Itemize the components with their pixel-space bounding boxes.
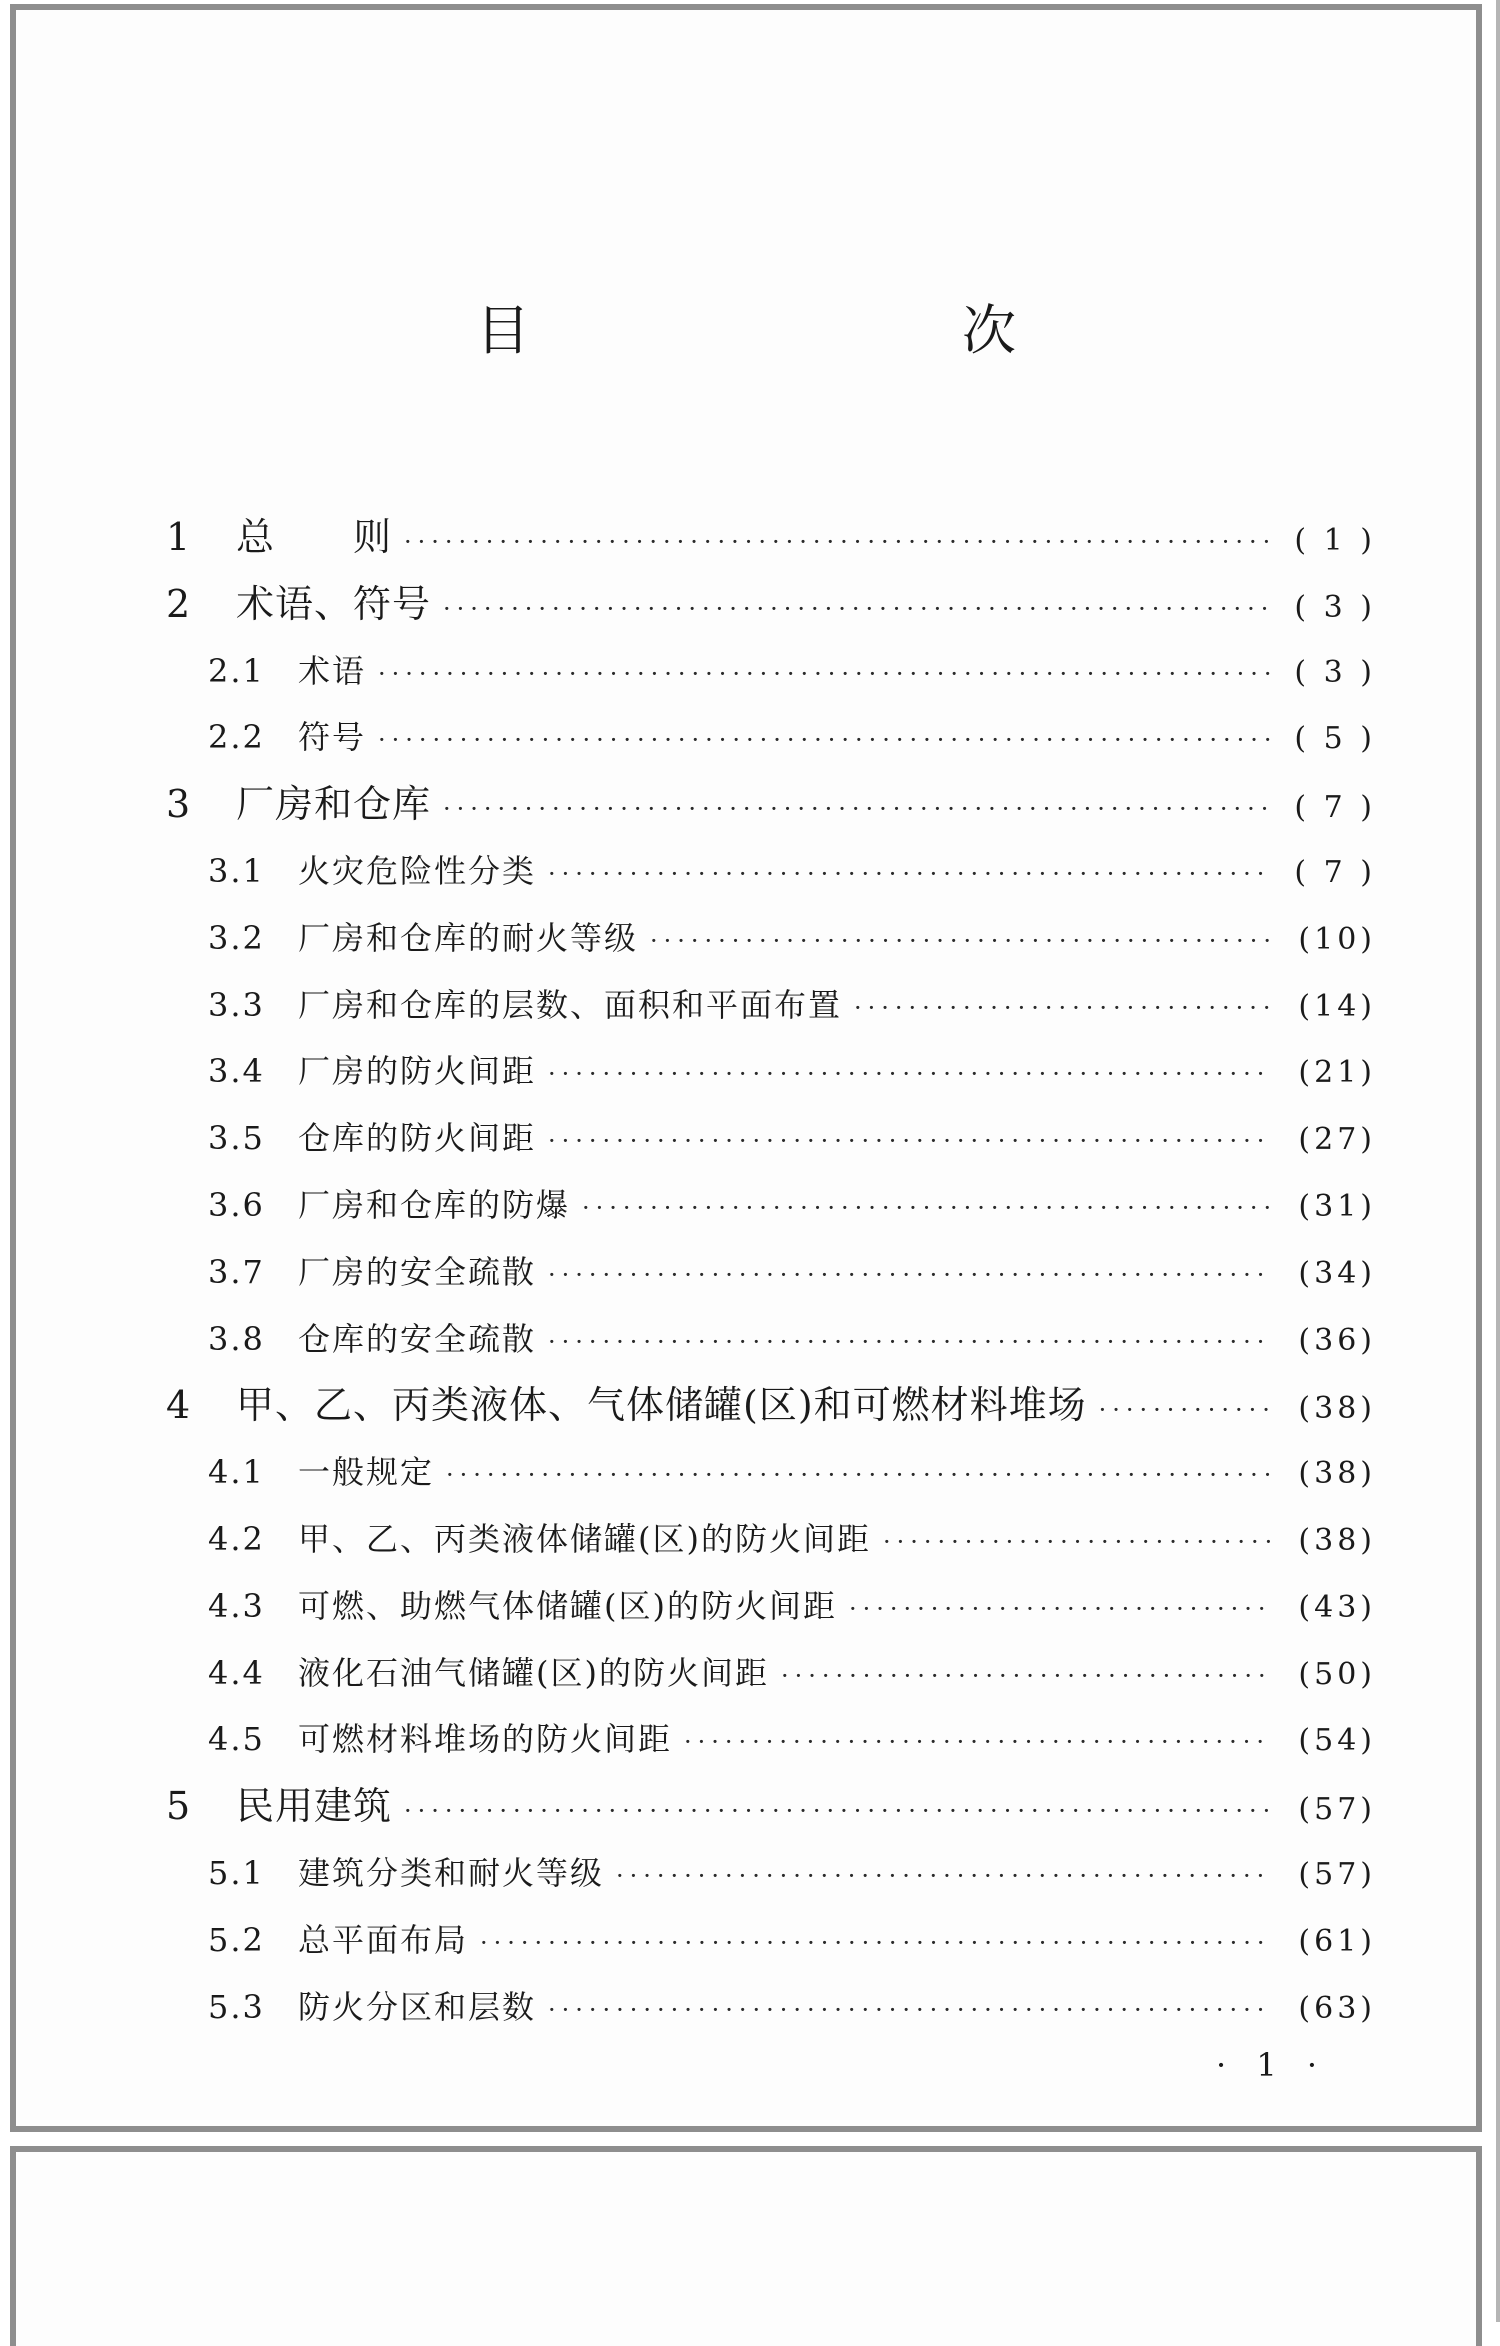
toc-subentry[interactable] xyxy=(166,704,1376,771)
toc-entry-number: 3.4 xyxy=(208,1052,265,1091)
toc-entry-page: (43) xyxy=(1298,1589,1376,1625)
toc-entry-page: (31) xyxy=(1298,1188,1376,1224)
toc-subentry[interactable] xyxy=(166,1640,1376,1707)
toc-entry-title: 厂房和仓库的层数、面积和平面布置 xyxy=(298,985,843,1024)
dot-leader xyxy=(854,975,1272,1042)
dot-leader xyxy=(849,1576,1272,1643)
toc-entry-title: 火灾危险性分类 xyxy=(298,851,537,890)
dot-leader xyxy=(548,1309,1272,1376)
toc-entry-page: (34) xyxy=(1298,1255,1376,1291)
toc-entry-page: (50) xyxy=(1298,1656,1376,1692)
toc-subentry[interactable] xyxy=(166,1840,1376,1907)
dot-leader xyxy=(443,776,1272,843)
toc-subentry[interactable] xyxy=(166,1907,1376,1974)
toc-entry-number: 3.7 xyxy=(208,1252,265,1291)
toc-entry[interactable] xyxy=(166,504,1376,571)
dot-leader xyxy=(1099,1377,1272,1444)
toc-entry-title: 术语 xyxy=(298,651,367,690)
toc-entry-number: 2.1 xyxy=(208,651,265,690)
toc-entry-number: 1 xyxy=(166,515,191,559)
toc-entry-page: (14) xyxy=(1298,988,1376,1024)
document-page[interactable] xyxy=(10,4,1482,2132)
toc-entry-number: 3.3 xyxy=(208,985,265,1024)
toc-entry-title: 一般规定 xyxy=(298,1453,435,1492)
toc-subentry[interactable] xyxy=(166,1573,1376,1640)
toc-entry-title: 厂房的安全疏散 xyxy=(298,1252,537,1291)
dot-leader xyxy=(781,1643,1272,1710)
toc-entry-title: 总 则 xyxy=(236,515,393,559)
toc-entry-page: (57) xyxy=(1298,1856,1376,1892)
toc-entry-page: ( 5 ) xyxy=(1294,721,1376,757)
toc-subentry[interactable] xyxy=(166,638,1376,705)
toc-subentry[interactable] xyxy=(166,1306,1376,1373)
dot-leader xyxy=(480,1910,1272,1977)
toc-entry[interactable] xyxy=(166,771,1376,838)
toc-entry-number: 5.1 xyxy=(208,1853,265,1892)
toc-entry-number: 4.1 xyxy=(208,1453,265,1492)
toc-entry-page: (57) xyxy=(1298,1792,1376,1828)
toc-entry-title: 总平面布局 xyxy=(298,1920,469,1959)
toc-entry-number: 3.6 xyxy=(208,1185,265,1224)
toc-subentry[interactable] xyxy=(166,1974,1376,2041)
toc-entry-number: 3.1 xyxy=(208,851,265,890)
scrollbar-track[interactable] xyxy=(1496,0,1500,2322)
toc-entry[interactable] xyxy=(166,1372,1376,1439)
toc-entry-page: (27) xyxy=(1298,1122,1376,1158)
toc-entry-title: 甲、乙、丙类液体储罐(区)的防火间距 xyxy=(298,1519,871,1558)
toc-entry-page: (61) xyxy=(1298,1923,1376,1959)
toc-entry-title: 建筑分类和耐火等级 xyxy=(298,1853,605,1892)
toc-entry-title: 厂房和仓库的耐火等级 xyxy=(298,918,639,957)
toc-entry-page: (21) xyxy=(1298,1055,1376,1091)
dot-leader xyxy=(548,1242,1272,1309)
toc-entry-title: 液化石油气储罐(区)的防火间距 xyxy=(298,1653,769,1692)
dot-leader xyxy=(883,1509,1272,1576)
toc-entry-number: 5.2 xyxy=(208,1920,265,1959)
toc-entry[interactable] xyxy=(166,1773,1376,1840)
toc-subentry[interactable] xyxy=(166,1105,1376,1172)
toc-subentry[interactable] xyxy=(166,972,1376,1039)
toc-entry-number: 4 xyxy=(166,1383,191,1428)
toc-entry-title: 可燃、助燃气体储罐(区)的防火间距 xyxy=(298,1586,837,1625)
toc-entry-page: (38) xyxy=(1298,1522,1376,1558)
toc-entry-number: 4.5 xyxy=(208,1720,265,1759)
table-of-contents xyxy=(166,504,1376,2040)
toc-subentry[interactable] xyxy=(166,1506,1376,1573)
toc-entry-number: 2.2 xyxy=(208,718,265,757)
toc-entry-title: 甲、乙、丙类液体、气体储罐(区)和可燃材料堆场 xyxy=(236,1383,1087,1428)
toc-entry-title: 符号 xyxy=(298,718,367,757)
toc-entry-page: ( 7 ) xyxy=(1294,854,1376,890)
toc-entry-page: ( 1 ) xyxy=(1294,523,1376,558)
dot-leader xyxy=(404,1778,1272,1845)
toc-entry-title: 民用建筑 xyxy=(236,1784,393,1829)
toc-subentry[interactable] xyxy=(166,1239,1376,1306)
dot-leader xyxy=(616,1843,1272,1910)
toc-entry-number: 4.4 xyxy=(208,1653,265,1692)
toc-entry-title: 仓库的安全疏散 xyxy=(298,1319,537,1358)
toc-entry-page: ( 3 ) xyxy=(1294,654,1376,690)
toc-entry-page: (38) xyxy=(1298,1391,1376,1427)
page-title: 目 次 xyxy=(476,299,1124,362)
toc-subentry[interactable] xyxy=(166,1439,1376,1506)
toc-entry-title: 厂房的防火间距 xyxy=(298,1052,537,1091)
toc-entry-page: ( 7 ) xyxy=(1294,790,1376,826)
toc-entry-page: ( 3 ) xyxy=(1294,589,1376,625)
toc-entry-title: 可燃材料堆场的防火间距 xyxy=(298,1720,673,1759)
toc-subentry[interactable] xyxy=(166,1038,1376,1105)
dot-leader xyxy=(378,707,1272,774)
toc-entry-title: 防火分区和层数 xyxy=(298,1987,537,2026)
toc-entry[interactable] xyxy=(166,571,1376,638)
next-page[interactable] xyxy=(10,2146,1482,2346)
toc-entry-number: 2 xyxy=(166,581,191,626)
dot-leader xyxy=(446,1442,1272,1509)
toc-entry-number: 4.3 xyxy=(208,1586,265,1625)
toc-entry-number: 3.8 xyxy=(208,1319,265,1358)
toc-entry-number: 5 xyxy=(166,1784,191,1829)
toc-entry-title: 术语、符号 xyxy=(236,581,432,626)
page-number: · 1 · xyxy=(1216,2046,1328,2084)
toc-subentry[interactable] xyxy=(166,838,1376,905)
toc-entry-title: 厂房和仓库 xyxy=(236,782,432,827)
toc-subentry[interactable] xyxy=(166,1706,1376,1773)
toc-entry-number: 3.2 xyxy=(208,918,265,957)
toc-entry-number: 3.5 xyxy=(208,1119,265,1158)
toc-entry-page: (36) xyxy=(1298,1322,1376,1358)
dot-leader xyxy=(378,641,1272,708)
toc-entry-page: (54) xyxy=(1298,1723,1376,1759)
dot-leader xyxy=(443,576,1272,643)
dot-leader xyxy=(548,1041,1272,1108)
dot-leader xyxy=(582,1175,1272,1242)
toc-entry-page: (38) xyxy=(1298,1456,1376,1492)
toc-entry-number: 5.3 xyxy=(208,1987,265,2026)
toc-entry-page: (10) xyxy=(1298,921,1376,957)
toc-subentry[interactable] xyxy=(166,905,1376,972)
dot-leader xyxy=(684,1709,1272,1776)
dot-leader xyxy=(548,841,1272,908)
toc-entry-number: 4.2 xyxy=(208,1519,265,1558)
dot-leader xyxy=(548,1977,1272,2044)
dot-leader xyxy=(650,908,1272,975)
toc-entry-number: 3 xyxy=(166,782,191,827)
toc-entry-title: 仓库的防火间距 xyxy=(298,1119,537,1158)
toc-subentry[interactable] xyxy=(166,1172,1376,1239)
toc-entry-page: (63) xyxy=(1298,1990,1376,2026)
dot-leader xyxy=(404,509,1272,576)
toc-entry-title: 厂房和仓库的防爆 xyxy=(298,1185,571,1224)
dot-leader xyxy=(548,1108,1272,1175)
